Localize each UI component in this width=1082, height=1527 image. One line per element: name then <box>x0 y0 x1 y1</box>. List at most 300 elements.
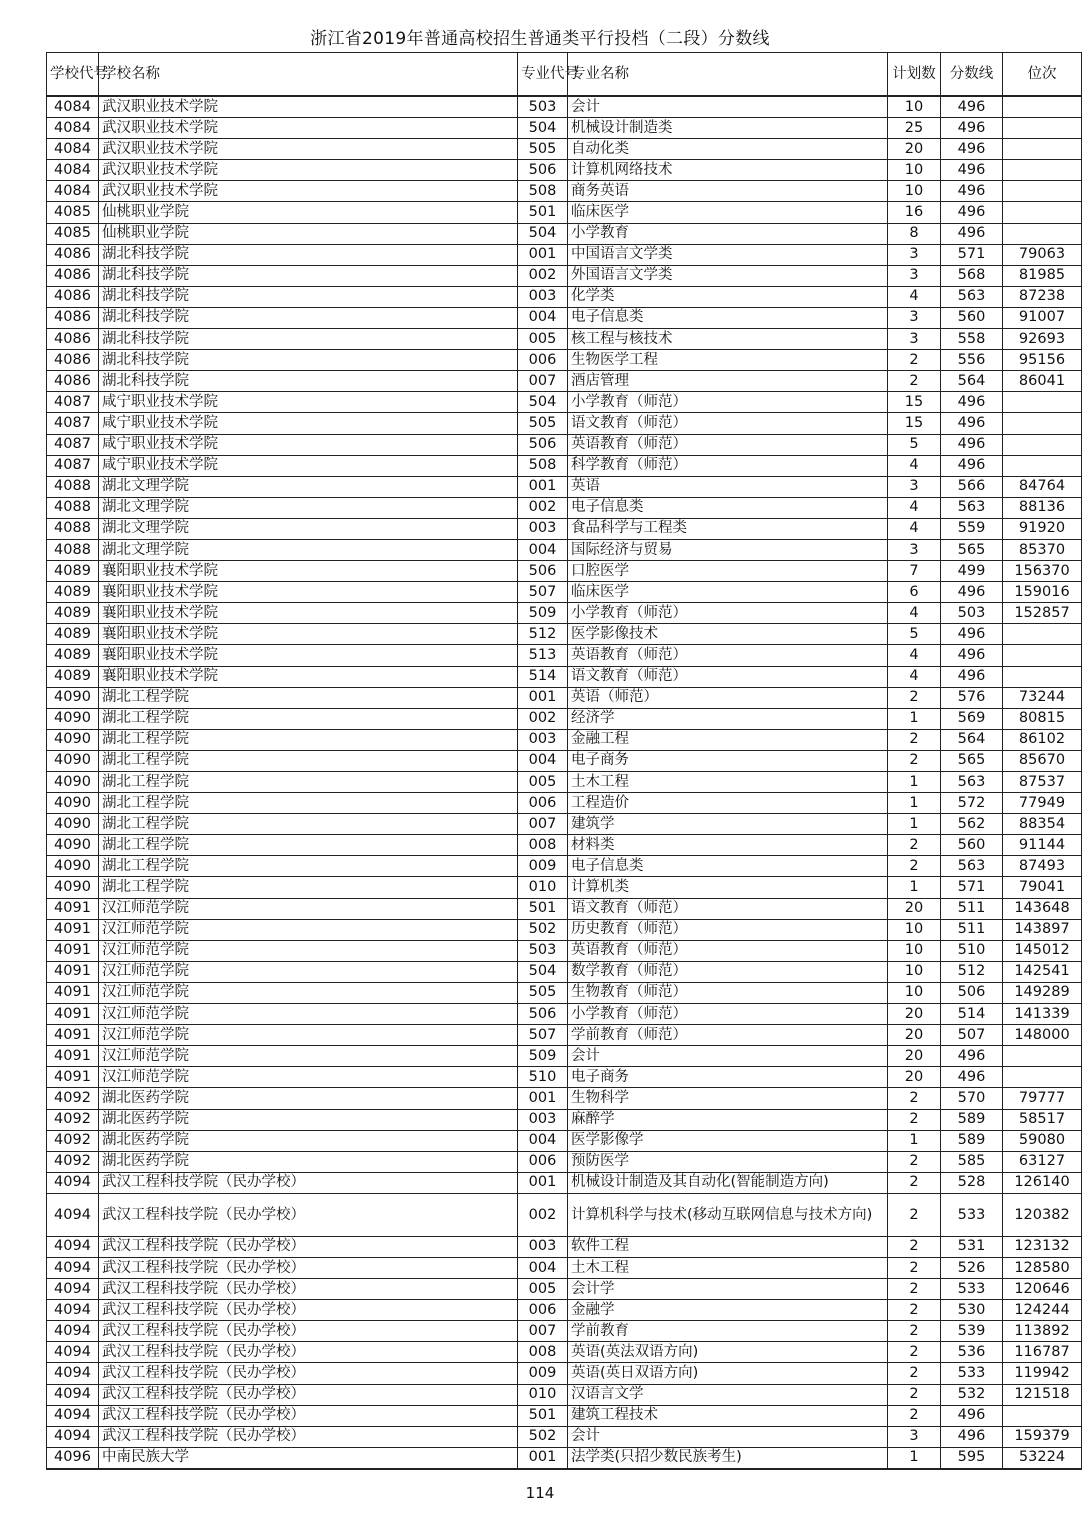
major-name-cell: 英语教育（师范） <box>568 645 888 666</box>
score-cell: 532 <box>941 1384 1003 1405</box>
rank-cell <box>1003 1046 1082 1067</box>
score-cell: 563 <box>941 497 1003 518</box>
score-cell: 496 <box>941 645 1003 666</box>
major-code-cell: 506 <box>518 1004 568 1025</box>
plan-cell: 20 <box>888 1025 941 1046</box>
header-school-code: 学校代号 <box>47 53 99 97</box>
plan-cell: 25 <box>888 118 941 139</box>
school-code-cell: 4090 <box>47 708 99 729</box>
table-row <box>47 729 1082 750</box>
school-name-cell: 仙桃职业学院 <box>99 223 518 244</box>
plan-cell: 2 <box>888 1342 941 1363</box>
plan-cell: 2 <box>888 1384 941 1405</box>
score-cell: 576 <box>941 687 1003 708</box>
header-school-name: 学校名称 <box>99 53 518 97</box>
plan-cell: 3 <box>888 1426 941 1447</box>
score-cell: 589 <box>941 1109 1003 1130</box>
score-cell: 496 <box>941 455 1003 476</box>
rank-cell: 148000 <box>1003 1025 1082 1046</box>
table-row <box>47 1279 1082 1300</box>
rank-cell: 123132 <box>1003 1236 1082 1257</box>
score-cell: 564 <box>941 371 1003 392</box>
table-row <box>47 856 1082 877</box>
rank-cell: 128580 <box>1003 1257 1082 1278</box>
school-name-cell: 湖北科技学院 <box>99 371 518 392</box>
table-row <box>47 286 1082 307</box>
table-row <box>47 139 1082 160</box>
major-name-cell: 计算机科学与技术(移动互联网信息与技术方向) <box>568 1193 888 1236</box>
plan-cell: 4 <box>888 455 941 476</box>
plan-cell: 2 <box>888 1321 941 1342</box>
major-code-cell: 501 <box>518 202 568 223</box>
score-cell: 503 <box>941 603 1003 624</box>
major-name-cell: 学前教育（师范） <box>568 1025 888 1046</box>
major-code-cell: 506 <box>518 561 568 582</box>
school-code-cell: 4090 <box>47 877 99 898</box>
rank-cell: 91920 <box>1003 518 1082 539</box>
score-cell: 560 <box>941 307 1003 328</box>
plan-cell: 2 <box>888 729 941 750</box>
school-name-cell: 汉江师范学院 <box>99 1067 518 1088</box>
major-code-cell: 009 <box>518 856 568 877</box>
plan-cell: 3 <box>888 329 941 350</box>
plan-cell: 10 <box>888 919 941 940</box>
major-code-cell: 508 <box>518 455 568 476</box>
rank-cell: 86041 <box>1003 371 1082 392</box>
rank-cell: 149289 <box>1003 982 1082 1003</box>
rank-cell: 80815 <box>1003 708 1082 729</box>
plan-cell: 2 <box>888 1236 941 1257</box>
rank-cell: 126140 <box>1003 1172 1082 1193</box>
score-cell: 496 <box>941 434 1003 455</box>
school-code-cell: 4092 <box>47 1151 99 1172</box>
major-name-cell: 外国语言文学类 <box>568 265 888 286</box>
plan-cell: 6 <box>888 582 941 603</box>
rank-cell <box>1003 202 1082 223</box>
school-name-cell: 武汉工程科技学院（民办学校） <box>99 1279 518 1300</box>
header-major-code: 专业代号 <box>518 53 568 97</box>
rank-cell <box>1003 392 1082 413</box>
score-cell: 496 <box>941 1405 1003 1426</box>
table-row <box>47 982 1082 1003</box>
school-code-cell: 4094 <box>47 1236 99 1257</box>
plan-cell: 10 <box>888 181 941 202</box>
rank-cell: 124244 <box>1003 1300 1082 1321</box>
school-code-cell: 4089 <box>47 561 99 582</box>
plan-cell: 2 <box>888 687 941 708</box>
score-cell: 496 <box>941 223 1003 244</box>
major-code-cell: 001 <box>518 476 568 497</box>
header-plan: 计划数 <box>888 53 941 97</box>
major-name-cell: 中国语言文学类 <box>568 244 888 265</box>
score-cell: 496 <box>941 413 1003 434</box>
school-code-cell: 4089 <box>47 645 99 666</box>
major-code-cell: 010 <box>518 1384 568 1405</box>
major-code-cell: 505 <box>518 413 568 434</box>
school-name-cell: 襄阳职业技术学院 <box>99 561 518 582</box>
school-code-cell: 4094 <box>47 1279 99 1300</box>
table-row <box>47 1088 1082 1109</box>
score-cell: 507 <box>941 1025 1003 1046</box>
plan-cell: 20 <box>888 139 941 160</box>
major-code-cell: 002 <box>518 708 568 729</box>
school-code-cell: 4086 <box>47 307 99 328</box>
school-name-cell: 武汉工程科技学院（民办学校） <box>99 1363 518 1384</box>
school-code-cell: 4090 <box>47 814 99 835</box>
table-row <box>47 455 1082 476</box>
school-code-cell: 4084 <box>47 181 99 202</box>
major-name-cell: 会计学 <box>568 1279 888 1300</box>
school-code-cell: 4091 <box>47 898 99 919</box>
score-cell: 526 <box>941 1257 1003 1278</box>
rank-cell: 92693 <box>1003 329 1082 350</box>
major-name-cell: 机械设计制造及其自动化(智能制造方向) <box>568 1172 888 1193</box>
major-code-cell: 508 <box>518 181 568 202</box>
rank-cell: 159379 <box>1003 1426 1082 1447</box>
table-row <box>47 582 1082 603</box>
school-code-cell: 4086 <box>47 286 99 307</box>
score-cell: 528 <box>941 1172 1003 1193</box>
school-code-cell: 4085 <box>47 223 99 244</box>
table-row <box>47 1363 1082 1384</box>
table-row <box>47 244 1082 265</box>
score-cell: 533 <box>941 1193 1003 1236</box>
header-rank: 位次 <box>1003 53 1082 97</box>
table-row <box>47 1025 1082 1046</box>
rank-cell: 88136 <box>1003 497 1082 518</box>
table-row <box>47 603 1082 624</box>
score-cell: 595 <box>941 1447 1003 1469</box>
major-code-cell: 009 <box>518 1363 568 1384</box>
major-code-cell: 502 <box>518 919 568 940</box>
school-name-cell: 中南民族大学 <box>99 1447 518 1469</box>
school-name-cell: 湖北工程学院 <box>99 687 518 708</box>
table-row <box>47 687 1082 708</box>
rank-cell <box>1003 160 1082 181</box>
rank-cell: 141339 <box>1003 1004 1082 1025</box>
plan-cell: 2 <box>888 1363 941 1384</box>
major-code-cell: 510 <box>518 1067 568 1088</box>
table-row <box>47 118 1082 139</box>
school-name-cell: 襄阳职业技术学院 <box>99 624 518 645</box>
school-name-cell: 湖北科技学院 <box>99 307 518 328</box>
rank-cell: 91144 <box>1003 835 1082 856</box>
major-name-cell: 历史教育（师范） <box>568 919 888 940</box>
table-row <box>47 1109 1082 1130</box>
rank-cell: 152857 <box>1003 603 1082 624</box>
plan-cell: 20 <box>888 898 941 919</box>
school-code-cell: 4092 <box>47 1109 99 1130</box>
major-name-cell: 英语教育（师范） <box>568 434 888 455</box>
rank-cell <box>1003 223 1082 244</box>
table-row <box>47 1172 1082 1193</box>
school-code-cell: 4089 <box>47 603 99 624</box>
major-code-cell: 005 <box>518 772 568 793</box>
score-cell: 533 <box>941 1279 1003 1300</box>
rank-cell <box>1003 1405 1082 1426</box>
school-code-cell: 4091 <box>47 982 99 1003</box>
school-code-cell: 4090 <box>47 729 99 750</box>
school-name-cell: 湖北医药学院 <box>99 1130 518 1151</box>
school-code-cell: 4091 <box>47 919 99 940</box>
school-code-cell: 4089 <box>47 666 99 687</box>
major-name-cell: 小学教育（师范） <box>568 1004 888 1025</box>
plan-cell: 7 <box>888 561 941 582</box>
rank-cell: 87238 <box>1003 286 1082 307</box>
major-name-cell: 电子商务 <box>568 1067 888 1088</box>
table-row <box>47 708 1082 729</box>
rank-cell: 91007 <box>1003 307 1082 328</box>
school-name-cell: 襄阳职业技术学院 <box>99 582 518 603</box>
major-code-cell: 007 <box>518 1321 568 1342</box>
score-cell: 514 <box>941 1004 1003 1025</box>
major-name-cell: 法学类(只招少数民族考生) <box>568 1447 888 1469</box>
rank-cell <box>1003 118 1082 139</box>
rank-cell: 113892 <box>1003 1321 1082 1342</box>
rank-cell: 120646 <box>1003 1279 1082 1300</box>
rank-cell <box>1003 434 1082 455</box>
table-row <box>47 307 1082 328</box>
school-code-cell: 4084 <box>47 118 99 139</box>
major-name-cell: 英语(英法双语方向) <box>568 1342 888 1363</box>
school-code-cell: 4088 <box>47 539 99 560</box>
school-code-cell: 4092 <box>47 1130 99 1151</box>
table-row <box>47 329 1082 350</box>
major-name-cell: 电子商务 <box>568 750 888 771</box>
plan-cell: 2 <box>888 1405 941 1426</box>
score-cell: 568 <box>941 265 1003 286</box>
major-code-cell: 003 <box>518 1236 568 1257</box>
major-code-cell: 002 <box>518 1193 568 1236</box>
major-name-cell: 麻醉学 <box>568 1109 888 1130</box>
major-name-cell: 经济学 <box>568 708 888 729</box>
school-name-cell: 湖北工程学院 <box>99 856 518 877</box>
header-score: 分数线 <box>941 53 1003 97</box>
major-name-cell: 工程造价 <box>568 793 888 814</box>
table-row <box>47 1300 1082 1321</box>
rank-cell: 156370 <box>1003 561 1082 582</box>
major-name-cell: 生物医学工程 <box>568 350 888 371</box>
school-name-cell: 武汉工程科技学院（民办学校） <box>99 1300 518 1321</box>
plan-cell: 2 <box>888 350 941 371</box>
major-code-cell: 507 <box>518 1025 568 1046</box>
major-name-cell: 语文教育（师范） <box>568 413 888 434</box>
school-code-cell: 4091 <box>47 1067 99 1088</box>
score-cell: 496 <box>941 1067 1003 1088</box>
school-name-cell: 武汉职业技术学院 <box>99 96 518 118</box>
major-code-cell: 501 <box>518 1405 568 1426</box>
school-code-cell: 4094 <box>47 1426 99 1447</box>
major-code-cell: 004 <box>518 1130 568 1151</box>
table-row <box>47 539 1082 560</box>
school-name-cell: 武汉工程科技学院（民办学校） <box>99 1426 518 1447</box>
score-cell: 496 <box>941 624 1003 645</box>
major-code-cell: 513 <box>518 645 568 666</box>
school-name-cell: 湖北工程学院 <box>99 750 518 771</box>
plan-cell: 3 <box>888 476 941 497</box>
rank-cell: 116787 <box>1003 1342 1082 1363</box>
school-name-cell: 湖北文理学院 <box>99 539 518 560</box>
major-code-cell: 008 <box>518 1342 568 1363</box>
score-cell: 536 <box>941 1342 1003 1363</box>
major-code-cell: 006 <box>518 1300 568 1321</box>
school-name-cell: 汉江师范学院 <box>99 1025 518 1046</box>
major-name-cell: 软件工程 <box>568 1236 888 1257</box>
school-code-cell: 4086 <box>47 265 99 286</box>
school-name-cell: 武汉工程科技学院（民办学校） <box>99 1342 518 1363</box>
score-cell: 496 <box>941 1046 1003 1067</box>
major-code-cell: 003 <box>518 729 568 750</box>
school-code-cell: 4084 <box>47 96 99 118</box>
school-name-cell: 武汉职业技术学院 <box>99 118 518 139</box>
rank-cell <box>1003 645 1082 666</box>
score-cell: 558 <box>941 329 1003 350</box>
rank-cell: 95156 <box>1003 350 1082 371</box>
school-code-cell: 4088 <box>47 518 99 539</box>
score-cell: 531 <box>941 1236 1003 1257</box>
school-code-cell: 4087 <box>47 392 99 413</box>
major-code-cell: 503 <box>518 940 568 961</box>
plan-cell: 1 <box>888 1130 941 1151</box>
score-cell: 496 <box>941 96 1003 118</box>
school-code-cell: 4094 <box>47 1342 99 1363</box>
plan-cell: 2 <box>888 371 941 392</box>
school-code-cell: 4091 <box>47 940 99 961</box>
table-row <box>47 772 1082 793</box>
school-name-cell: 咸宁职业技术学院 <box>99 413 518 434</box>
score-cell: 565 <box>941 539 1003 560</box>
school-code-cell: 4091 <box>47 1004 99 1025</box>
score-cell: 512 <box>941 961 1003 982</box>
table-row <box>47 1004 1082 1025</box>
school-name-cell: 咸宁职业技术学院 <box>99 455 518 476</box>
page-number: 114 <box>525 1484 555 1502</box>
score-cell: 563 <box>941 772 1003 793</box>
school-code-cell: 4084 <box>47 160 99 181</box>
plan-cell: 5 <box>888 624 941 645</box>
plan-cell: 1 <box>888 877 941 898</box>
major-code-cell: 003 <box>518 286 568 307</box>
plan-cell: 1 <box>888 793 941 814</box>
table-row <box>47 181 1082 202</box>
rank-cell: 121518 <box>1003 1384 1082 1405</box>
major-name-cell: 会计 <box>568 1046 888 1067</box>
major-name-cell: 英语 <box>568 476 888 497</box>
school-code-cell: 4091 <box>47 1025 99 1046</box>
school-code-cell: 4090 <box>47 793 99 814</box>
plan-cell: 15 <box>888 413 941 434</box>
school-name-cell: 湖北医药学院 <box>99 1109 518 1130</box>
school-code-cell: 4086 <box>47 350 99 371</box>
table-row <box>47 961 1082 982</box>
score-cell: 510 <box>941 940 1003 961</box>
table-row <box>47 1321 1082 1342</box>
major-code-cell: 001 <box>518 687 568 708</box>
school-name-cell: 湖北文理学院 <box>99 518 518 539</box>
rank-cell <box>1003 624 1082 645</box>
score-cell: 499 <box>941 561 1003 582</box>
school-code-cell: 4094 <box>47 1300 99 1321</box>
school-code-cell: 4089 <box>47 582 99 603</box>
rank-cell: 63127 <box>1003 1151 1082 1172</box>
score-cell: 570 <box>941 1088 1003 1109</box>
major-code-cell: 006 <box>518 350 568 371</box>
major-code-cell: 506 <box>518 160 568 181</box>
major-code-cell: 501 <box>518 898 568 919</box>
table-row <box>47 497 1082 518</box>
major-name-cell: 计算机网络技术 <box>568 160 888 181</box>
major-name-cell: 英语（师范） <box>568 687 888 708</box>
rank-cell: 73244 <box>1003 687 1082 708</box>
score-table <box>46 52 1082 1470</box>
table-row <box>47 518 1082 539</box>
school-code-cell: 4090 <box>47 772 99 793</box>
major-code-cell: 001 <box>518 1088 568 1109</box>
table-row <box>47 476 1082 497</box>
school-name-cell: 武汉工程科技学院（民办学校） <box>99 1321 518 1342</box>
major-name-cell: 会计 <box>568 96 888 118</box>
major-name-cell: 土木工程 <box>568 1257 888 1278</box>
school-name-cell: 湖北医药学院 <box>99 1151 518 1172</box>
major-code-cell: 001 <box>518 244 568 265</box>
score-cell: 571 <box>941 244 1003 265</box>
plan-cell: 15 <box>888 392 941 413</box>
table-row <box>47 223 1082 244</box>
table-row <box>47 1257 1082 1278</box>
plan-cell: 20 <box>888 1046 941 1067</box>
major-code-cell: 003 <box>518 1109 568 1130</box>
score-cell: 496 <box>941 1426 1003 1447</box>
school-code-cell: 4092 <box>47 1088 99 1109</box>
major-name-cell: 化学类 <box>568 286 888 307</box>
major-code-cell: 005 <box>518 1279 568 1300</box>
major-name-cell: 科学教育（师范） <box>568 455 888 476</box>
school-name-cell: 武汉工程科技学院（民办学校） <box>99 1257 518 1278</box>
major-name-cell: 国际经济与贸易 <box>568 539 888 560</box>
rank-cell: 86102 <box>1003 729 1082 750</box>
major-code-cell: 006 <box>518 1151 568 1172</box>
rank-cell <box>1003 139 1082 160</box>
page-title: 浙江省2019年普通高校招生普通类平行投档（二段）分数线 <box>310 29 770 49</box>
major-name-cell: 临床医学 <box>568 202 888 223</box>
table-row <box>47 1342 1082 1363</box>
school-name-cell: 武汉职业技术学院 <box>99 139 518 160</box>
school-name-cell: 湖北工程学院 <box>99 772 518 793</box>
score-cell: 572 <box>941 793 1003 814</box>
plan-cell: 1 <box>888 708 941 729</box>
major-name-cell: 酒店管理 <box>568 371 888 392</box>
major-name-cell: 建筑学 <box>568 814 888 835</box>
school-name-cell: 湖北科技学院 <box>99 329 518 350</box>
rank-cell <box>1003 666 1082 687</box>
major-name-cell: 小学教育 <box>568 223 888 244</box>
school-name-cell: 武汉工程科技学院（民办学校） <box>99 1236 518 1257</box>
plan-cell: 4 <box>888 286 941 307</box>
rank-cell: 85370 <box>1003 539 1082 560</box>
major-name-cell: 金融工程 <box>568 729 888 750</box>
school-name-cell: 湖北科技学院 <box>99 350 518 371</box>
score-cell: 511 <box>941 898 1003 919</box>
major-code-cell: 001 <box>518 1172 568 1193</box>
major-code-cell: 001 <box>518 1447 568 1469</box>
school-name-cell: 湖北工程学院 <box>99 708 518 729</box>
school-name-cell: 咸宁职业技术学院 <box>99 434 518 455</box>
table-row <box>47 1046 1082 1067</box>
score-cell: 569 <box>941 708 1003 729</box>
table-row <box>47 666 1082 687</box>
major-code-cell: 004 <box>518 1257 568 1278</box>
plan-cell: 10 <box>888 160 941 181</box>
